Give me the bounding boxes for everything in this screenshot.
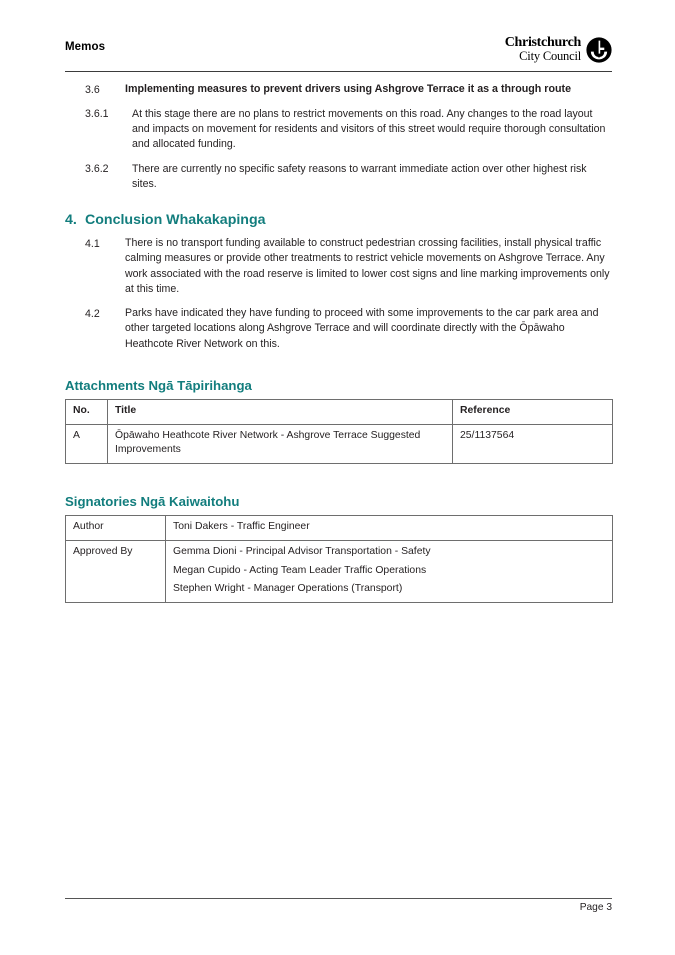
attachment-title: Ōpāwaho Heathcote River Network - Ashgrove Terrace Suggested Improvements [108,424,453,464]
table-row [66,424,613,464]
document-header-title: Memos [65,41,106,53]
signatories-table-wrapper [0,515,675,603]
paragraph-number: 3.6 [85,83,100,96]
paragraph-text: There are currently no specific safety reasons to warrant immediate action over other highest risk sites. [132,162,587,190]
section-title: Conclusion Whakakapinga [85,212,266,228]
paragraph-text: Parks have indicated they have funding to proceed with some improvements to the car park area and other targeted locations along Ashgrove Terrace and will coordinate directly with the Ōpāwaho Heathcote River Network on this. [125,307,599,350]
document-content [0,82,675,603]
logo-wordmark [505,36,581,63]
attachments-table [65,399,613,464]
section-heading-conclusion [0,212,675,228]
paragraph-text: There is no transport funding available to construct pedestrian crossing facilities, install physical traffic calming measures or provide other treatments to restrict vehicle movements on Ashgrove Terrace. Any work associated with the road reserve is limited to lower cost signs and line marking improvements only at this time. [125,237,610,295]
attachments-table-wrapper [0,399,675,464]
header-divider [65,71,612,72]
column-header-reference: Reference [453,399,613,424]
signatory-person: Gemma Dioni - Principal Advisor Transportation - Safety [173,545,431,557]
signatory-person: Stephen Wright - Manager Operations (Transport) [173,583,403,595]
signatory-people [166,540,613,602]
signatories-table [65,515,613,603]
signatories-heading: Signatories Ngā Kaiwaitohu [65,494,240,510]
paragraph-number: 3.6.2 [85,163,109,175]
footer-divider [65,898,612,899]
paragraph-3-6-2 [0,162,675,193]
attachment-no: A [66,424,108,464]
paragraph-3-6 [0,82,675,98]
signatory-person: Megan Cupido - Acting Team Leader Traffic Operations [173,564,427,576]
paragraph-number: 4.1 [85,237,100,250]
signatory-role: Author [66,516,166,541]
column-header-title: Title [108,399,453,424]
attachments-heading: Attachments Ngā Tāpirihanga [65,377,252,393]
logo-line-christchurch: Christchurch [504,35,581,50]
attachment-reference: 25/1137564 [453,424,613,464]
table-row [66,540,613,602]
table-row [66,516,613,541]
paragraph-3-6-1 [0,107,675,153]
paragraph-number: 4.2 [85,307,100,320]
page-header [65,36,612,70]
christchurch-city-council-emblem-icon [586,37,612,63]
paragraph-number: 3.6.1 [85,108,109,121]
page-number-label: Page 3 [579,902,612,913]
paragraph-4-2 [0,306,675,352]
column-header-no: No. [66,399,108,424]
signatory-people [166,516,613,541]
signatory-role: Approved By [66,540,166,602]
paragraph-4-1 [0,236,675,297]
council-logo [505,36,612,63]
paragraph-text: At this stage there are no plans to restrict movements on this road. Any changes to the road layout and impacts on movement for residents and visitors of this street would require thorough consultation and allocated funding. [132,107,606,151]
signatory-person: Toni Dakers - Traffic Engineer [173,521,310,533]
section-number: 4. [65,212,77,228]
logo-line-city-council: City Council [519,49,581,64]
table-header-row [66,399,613,424]
paragraph-heading-text: Implementing measures to prevent drivers using Ashgrove Terrace it as a through route [125,83,572,95]
